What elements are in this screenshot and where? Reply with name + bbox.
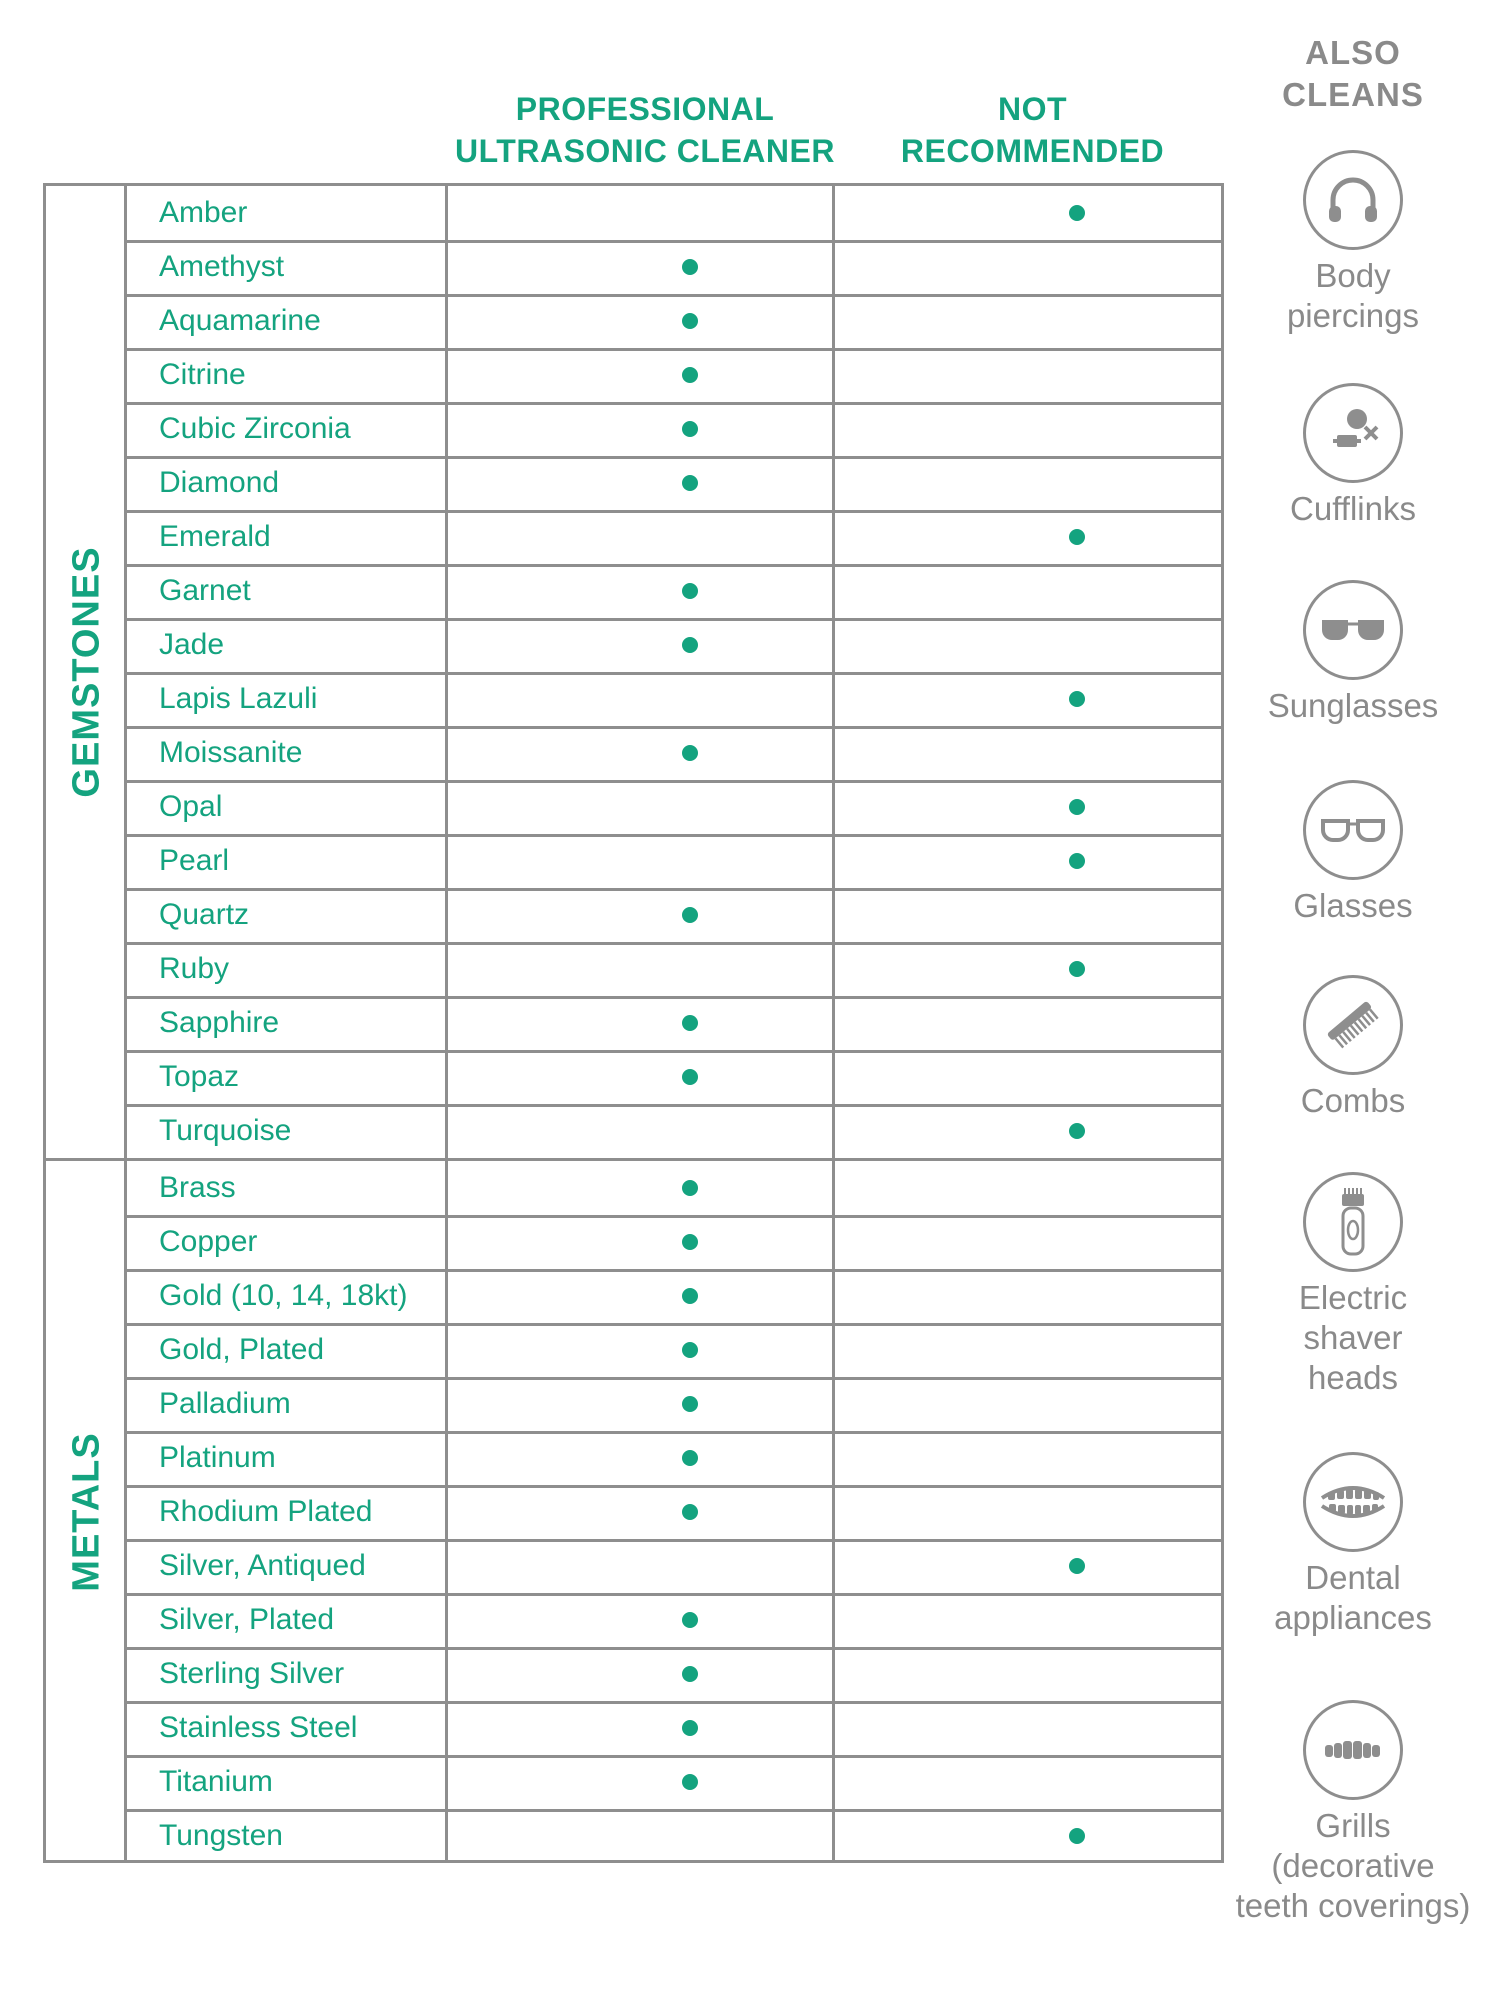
not-recommended-dot <box>1069 961 1085 977</box>
table-row <box>127 1161 1221 1218</box>
recommended-professional-dot <box>682 421 698 437</box>
table-row <box>127 510 1221 567</box>
material-name: Silver, Antiqued <box>159 1549 366 1582</box>
group-label-text: GEMSTONES <box>65 546 107 798</box>
recommended-professional-dot <box>682 637 698 653</box>
also-cleans-label-line: Glasses <box>1293 887 1413 924</box>
sunglasses-icon <box>1303 580 1403 680</box>
material-name: Sterling Silver <box>159 1657 345 1690</box>
also-cleans-label-line: appliances <box>1274 1599 1432 1636</box>
material-name: Cubic Zirconia <box>159 412 351 445</box>
table-row <box>127 1647 1221 1704</box>
also-cleans-label <box>1233 1081 1473 1121</box>
table-row <box>127 780 1221 837</box>
cufflinks-icon <box>1303 383 1403 483</box>
column-header-line: NOT <box>997 91 1068 127</box>
material-name: Topaz <box>159 1060 240 1093</box>
also-cleans-label <box>1233 886 1473 926</box>
also-cleans-label <box>1233 1278 1473 1398</box>
also-cleans-item-cufflinks <box>1233 383 1473 529</box>
recommended-professional-dot <box>682 1666 698 1682</box>
recommended-professional-dot <box>682 1288 698 1304</box>
material-name: Brass <box>159 1171 236 1204</box>
table-row <box>127 1377 1221 1434</box>
column-header-line: PROFESSIONAL <box>515 91 775 127</box>
recommended-professional-dot <box>682 1450 698 1466</box>
table-row <box>127 1431 1221 1488</box>
material-name: Amber <box>159 196 248 229</box>
recommended-professional-dot <box>682 1180 698 1196</box>
also-cleans-label-line: teeth coverings) <box>1235 1887 1471 1924</box>
table-row <box>127 1269 1221 1326</box>
table-row <box>127 1539 1221 1596</box>
also-cleans-title-line: CLEANS <box>1282 76 1424 113</box>
recommended-professional-dot <box>682 259 698 275</box>
table-row <box>127 1701 1221 1758</box>
also-cleans-item-glasses <box>1233 780 1473 926</box>
material-name: Diamond <box>159 466 280 499</box>
material-name: Gold, Plated <box>159 1333 325 1366</box>
table-row <box>127 348 1221 405</box>
glasses-icon <box>1303 780 1403 880</box>
recommended-professional-dot <box>682 475 698 491</box>
material-name: Quartz <box>159 898 250 931</box>
table-row <box>127 186 1221 243</box>
also-cleans-label-line: heads <box>1308 1359 1398 1396</box>
recommended-professional-dot <box>682 1234 698 1250</box>
material-name: Sapphire <box>159 1006 280 1039</box>
table-row <box>127 672 1221 729</box>
table-row <box>127 402 1221 459</box>
also-cleans-title <box>1243 32 1463 116</box>
recommended-professional-dot <box>682 367 698 383</box>
also-cleans-item-combs <box>1233 975 1473 1121</box>
not-recommended-dot <box>1069 1123 1085 1139</box>
table-row <box>127 1215 1221 1272</box>
column-header-professional <box>440 88 850 172</box>
also-cleans-label <box>1233 1558 1473 1638</box>
column-header-not-recommended <box>840 88 1225 172</box>
also-cleans-label-line: Dental <box>1305 1559 1401 1596</box>
also-cleans-label-line: (decorative <box>1271 1847 1435 1884</box>
material-name: Silver, Plated <box>159 1603 335 1636</box>
table-row <box>127 456 1221 513</box>
recommended-professional-dot <box>682 745 698 761</box>
electric-shaver-icon <box>1303 1172 1403 1272</box>
recommended-professional-dot <box>682 1015 698 1031</box>
also-cleans-label <box>1233 489 1473 529</box>
not-recommended-dot <box>1069 1558 1085 1574</box>
also-cleans-item-grills <box>1233 1700 1473 1926</box>
recommended-professional-dot <box>682 1069 698 1085</box>
material-name: Tungsten <box>159 1819 283 1852</box>
also-cleans-label <box>1233 1806 1473 1926</box>
table-row <box>127 240 1221 297</box>
also-cleans-label-line: Grills <box>1315 1807 1391 1844</box>
material-name: Aquamarine <box>159 304 321 337</box>
material-name: Titanium <box>159 1765 273 1798</box>
recommended-professional-dot <box>682 1720 698 1736</box>
dentures-icon <box>1303 1452 1403 1552</box>
group-label-gemstones <box>46 186 127 1158</box>
material-name: Pearl <box>159 844 230 877</box>
recommended-professional-dot <box>682 1342 698 1358</box>
also-cleans-item-electric-shaver-heads <box>1233 1172 1473 1398</box>
material-name: Moissanite <box>159 736 303 769</box>
material-name: Stainless Steel <box>159 1711 358 1744</box>
grill-teeth-icon <box>1303 1700 1403 1800</box>
table-row <box>127 1755 1221 1812</box>
recommended-professional-dot <box>682 1774 698 1790</box>
recommended-professional-dot <box>682 907 698 923</box>
recommended-professional-dot <box>682 1504 698 1520</box>
material-name: Copper <box>159 1225 258 1258</box>
material-name: Emerald <box>159 520 271 553</box>
material-name: Jade <box>159 628 225 661</box>
material-name: Rhodium Plated <box>159 1495 373 1528</box>
group-label-metals <box>46 1161 127 1863</box>
material-name: Garnet <box>159 574 251 607</box>
not-recommended-dot <box>1069 1828 1085 1844</box>
not-recommended-dot <box>1069 691 1085 707</box>
also-cleans-label-line: Combs <box>1300 1082 1406 1119</box>
also-cleans-label-line: Sunglasses <box>1267 687 1439 724</box>
column-header-line: RECOMMENDED <box>900 133 1165 169</box>
table-row <box>127 1104 1221 1158</box>
also-cleans-item-body-piercings <box>1233 150 1473 336</box>
material-name: Palladium <box>159 1387 291 1420</box>
material-name: Lapis Lazuli <box>159 682 318 715</box>
also-cleans-label-line: Body <box>1315 257 1391 294</box>
material-name: Citrine <box>159 358 246 391</box>
table-row <box>127 1485 1221 1542</box>
table-row <box>127 1323 1221 1380</box>
table-row <box>127 618 1221 675</box>
table-row <box>127 996 1221 1053</box>
also-cleans-item-sunglasses <box>1233 580 1473 726</box>
table-row <box>127 1593 1221 1650</box>
headphones-icon <box>1303 150 1403 250</box>
not-recommended-dot <box>1069 529 1085 545</box>
table-row <box>127 726 1221 783</box>
recommended-professional-dot <box>682 313 698 329</box>
material-name: Gold (10, 14, 18kt) <box>159 1279 408 1312</box>
also-cleans-label-line: Electric <box>1298 1279 1408 1316</box>
material-name: Opal <box>159 790 223 823</box>
material-name: Ruby <box>159 952 230 985</box>
table-row <box>127 564 1221 621</box>
table-row <box>127 294 1221 351</box>
table-row <box>127 1809 1221 1863</box>
comb-icon <box>1303 975 1403 1075</box>
table-row <box>127 942 1221 999</box>
not-recommended-dot <box>1069 205 1085 221</box>
column-header-line: ULTRASONIC CLEANER <box>455 133 835 169</box>
table-row <box>127 888 1221 945</box>
table-row <box>127 834 1221 891</box>
also-cleans-label <box>1233 256 1473 336</box>
also-cleans-label-line: shaver <box>1303 1319 1403 1356</box>
also-cleans-title-line: ALSO <box>1305 34 1401 71</box>
recommended-professional-dot <box>682 1396 698 1412</box>
table-row <box>127 1050 1221 1107</box>
material-name: Turquoise <box>159 1114 292 1147</box>
group-label-text: METALS <box>65 1432 107 1592</box>
not-recommended-dot <box>1069 799 1085 815</box>
material-name: Platinum <box>159 1441 276 1474</box>
material-name: Amethyst <box>159 250 285 283</box>
not-recommended-dot <box>1069 853 1085 869</box>
compatibility-table <box>43 183 1224 1863</box>
recommended-professional-dot <box>682 583 698 599</box>
also-cleans-label-line: Cufflinks <box>1290 490 1416 527</box>
also-cleans-label-line: piercings <box>1286 297 1420 334</box>
recommended-professional-dot <box>682 1612 698 1628</box>
also-cleans-label <box>1233 686 1473 726</box>
also-cleans-item-dental-appliances <box>1233 1452 1473 1638</box>
